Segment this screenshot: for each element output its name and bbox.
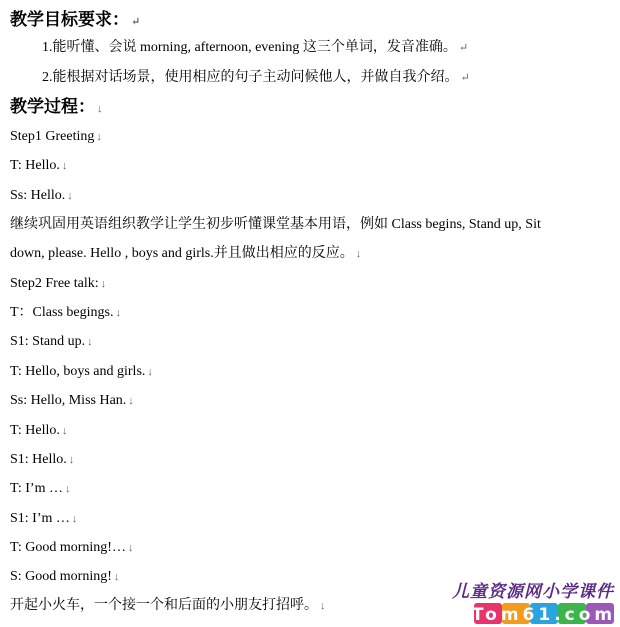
process-line: S: Good morning! ↓ [10,569,120,584]
objectives-heading: 教学目标要求： ↵ [10,10,141,29]
process-line: Step2 Free talk: ↓ [10,276,107,291]
process-line: down, please. Hello , boys and girls.并且做出相应的反应。 ↓ [10,246,362,261]
paragraph-mark: ↵ [131,16,141,28]
objective-2: 2.能根据对话场景，使用相应的句子主动问候他人，并做自我介绍。 ↵ [42,70,470,85]
process-line: T: I’m … ↓ [10,481,71,496]
paragraph-mark: ↵ [460,72,470,84]
process-line: S1: Hello. ↓ [10,452,75,467]
line-break-mark: ↓ [71,513,78,525]
watermark-title: 儿童资源网小学课件 [452,582,614,602]
process-line: T: Hello. ↓ [10,158,68,173]
process-heading: 教学过程： ↓ [10,97,103,116]
watermark-domain: Tom61.com [471,605,616,625]
process-line: S1: I’m … ↓ [10,511,78,526]
line-break-mark: ↓ [87,336,93,348]
process-line: Ss: Hello. ↓ [10,188,73,203]
process-line: T: Good morning!… ↓ [10,540,134,555]
line-break-mark: ↓ [127,542,134,554]
paragraph-mark: ↵ [458,42,469,54]
line-break-mark: ↓ [113,571,120,583]
line-break-mark: ↓ [68,454,75,466]
process-line: T：Class begings. ↓ [10,305,121,320]
line-break-mark: ↓ [61,160,68,172]
line-break-mark: ↓ [64,483,71,495]
line-break-mark: ↓ [97,103,103,115]
line-break-mark: ↓ [100,278,107,290]
process-line: T: Hello, boys and girls. ↓ [10,364,153,379]
process-line: Step1 Greeting ↓ [10,129,102,144]
line-break-mark: ↓ [96,131,102,143]
process-line: S1: Stand up. ↓ [10,334,93,349]
process-line: 开起小火车，一个接一个和后面的小朋友打招呼。 ↓ [10,598,326,613]
objective-1: 1.能听懂、会说 morning, afternoon, evening 这三个单词，发音准确。 ↵ [42,40,469,55]
process-line: Ss: Hello, Miss Han. ↓ [10,393,134,408]
line-break-mark: ↓ [320,600,326,612]
line-break-mark: ↓ [128,395,134,407]
line-break-mark: ↓ [115,307,121,319]
line-break-mark: ↓ [355,248,362,260]
line-break-mark: ↓ [147,366,153,378]
process-line: 继续巩固用英语组织教学让学生初步听懂课堂基本用语，例如 Class begins, Stand up, Sit [10,217,541,232]
line-break-mark: ↓ [61,425,68,437]
tom61-watermark-logo [416,578,616,626]
process-line: T: Hello. ↓ [10,423,68,438]
line-break-mark: ↓ [67,190,73,202]
